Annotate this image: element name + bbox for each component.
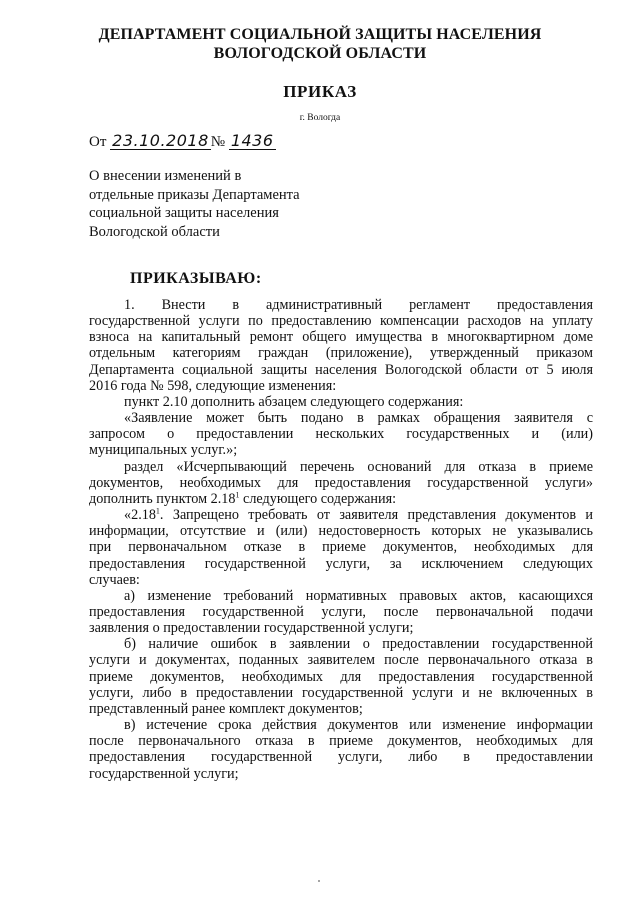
body-line: предоставления государственной услуги, за исключением следующих — [89, 555, 593, 572]
body-line: раздел «Исчерпывающий перечень оснований для отказа в приеме — [124, 458, 593, 475]
subject-line: О внесении изменений в — [89, 168, 242, 184]
department-line-2: ВОЛОГОДСКОЙ ОБЛАСТИ — [213, 45, 427, 62]
body-line: 1. Внести в административный регламент предоставления — [124, 297, 593, 313]
body-text: дополнить пунктом 2.18 — [89, 490, 236, 507]
body-line: заявления о предоставлении государственной услуги; — [89, 620, 414, 637]
body-line: при первоначальном отказе в приеме документов, необходимых для — [89, 539, 593, 556]
department-line-1: ДЕПАРТАМЕНТ СОЦИАЛЬНОЙ ЗАЩИТЫ НАСЕЛЕНИЯ — [98, 26, 542, 43]
body-line: приеме документов, необходимых для предоставления государственной — [89, 668, 593, 685]
body-line: «Заявление может быть подано в рамках обращения заявителя с — [124, 410, 593, 427]
body-text: . Запрещено требовать от заявителя представления документов и — [159, 507, 593, 524]
body-line: в) истечение срока действия документов или изменение информации — [124, 717, 593, 734]
body-line: взноса на капитальный ремонт общего имущества в многоквартирном доме — [89, 329, 593, 346]
body-line: отдельным категориям граждан (приложение), утвержденный приказом — [89, 345, 593, 362]
subject-line: социальной защиты населения — [89, 205, 279, 221]
number-label: № — [210, 134, 226, 150]
body-line: информации, отсутствие и (или) недостоверность которых не указывались — [89, 523, 593, 540]
body-text: «2.18 — [124, 507, 156, 524]
body-line: предоставления государственной услуги, после первоначальной подачи — [89, 603, 593, 620]
subject-line: отдельные приказы Департамента — [89, 186, 300, 203]
order-body — [89, 297, 593, 782]
body-line: государственной услуги по предоставлению компенсации расходов на уплату — [89, 313, 593, 330]
body-text: следующего содержания: — [239, 490, 397, 507]
body-line: предоставления государственной услуги, либо в предоставлении — [89, 749, 593, 766]
body-line: после первоначального отказа в приеме документов, необходимых для — [89, 733, 593, 750]
body-line: 2016 года № 598, следующие изменения: — [89, 377, 337, 394]
body-line: а) изменение требований нормативных правовых актов, касающихся — [124, 587, 593, 604]
subject-line: Вологодской области — [89, 223, 220, 240]
body-line: случаев: — [89, 571, 140, 588]
body-line: государственной услуги; — [89, 765, 239, 782]
body-line: услуги и документах, поданных заявителем после первоначального отказа в — [89, 652, 593, 669]
order-title: ПРИКАЗ — [283, 82, 357, 101]
superscript: 1 — [235, 490, 240, 500]
order-subject — [89, 167, 300, 241]
order-date: 23.10.2018 — [112, 131, 209, 150]
body-line: пункт 2.10 дополнить абзацем следующего содержания: — [124, 393, 464, 410]
superscript: 1 — [155, 506, 160, 516]
body-line: документов, необходимых для предоставления государственной услуги» — [89, 474, 593, 491]
order-number: 1436 — [230, 131, 274, 150]
body-line: услуги, либо в предоставлении государственной услуги и не включенных в — [89, 684, 593, 701]
body-line: б) наличие ошибок в заявлении о предоставлении государственной — [124, 636, 593, 653]
dateline — [89, 133, 276, 151]
body-line — [89, 491, 593, 507]
body-line: запросом о предоставлении нескольких государственных и (или) — [89, 426, 593, 443]
city-name: г. Вологда — [299, 113, 341, 123]
department-name — [0, 25, 640, 63]
body-line: муниципальных услуг.»; — [89, 442, 238, 459]
body-line — [89, 507, 593, 523]
scan-speck — [318, 880, 320, 882]
body-line: Департамента социальной защиты населения Вологодской области от 5 июля — [89, 361, 593, 378]
directive-heading: ПРИКАЗЫВАЮ: — [130, 270, 262, 287]
from-label: От — [89, 134, 107, 150]
body-line: представленный ранее комплект документов; — [89, 700, 363, 717]
